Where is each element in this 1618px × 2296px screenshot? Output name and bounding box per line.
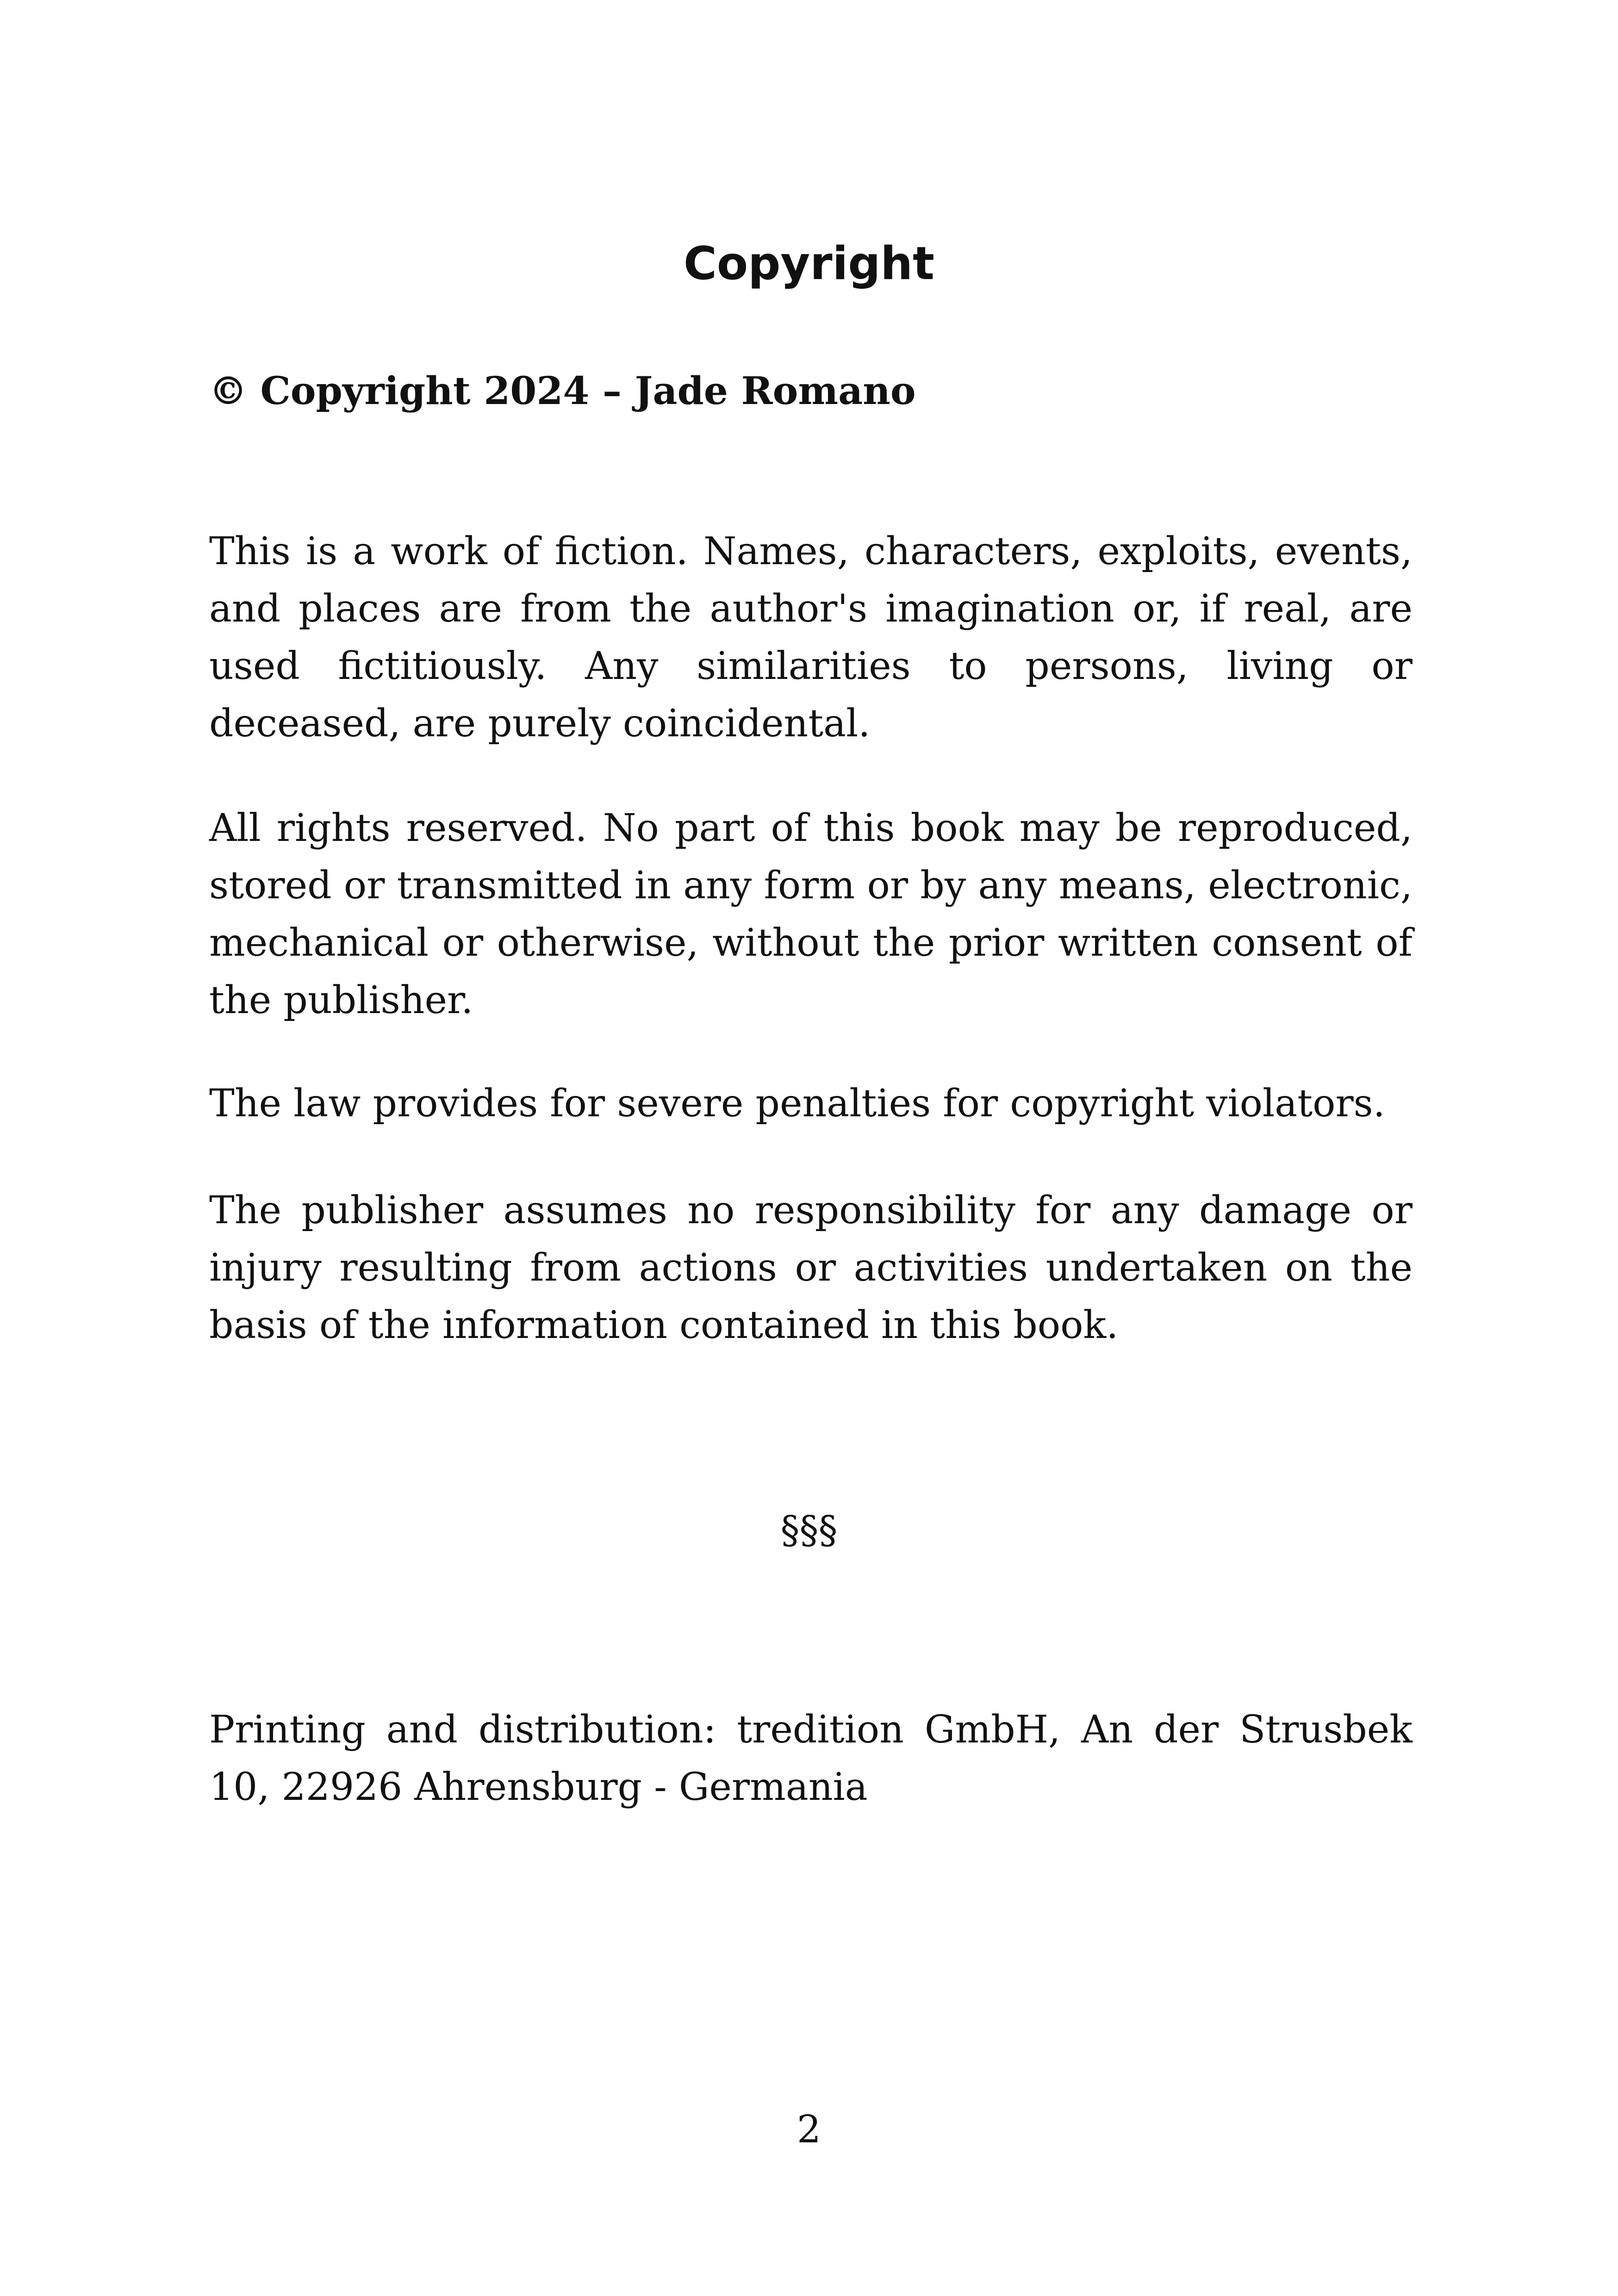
page-number: 2 — [797, 2108, 821, 2152]
fiction-disclaimer-paragraph: This is a work of fiction. Names, characters, exploits, events, and places are from the author's imagination or, if real, are used fictitiously. Any similarities to persons, living or deceased, are purely coincidental. — [209, 529, 1413, 746]
copyright-notice: © Copyright 2024 – Jade Romano — [209, 369, 916, 413]
liability-paragraph: The publisher assumes no responsibility for any damage or injury resulting from actions or activities undertaken on the basis of the information contained in this book. — [209, 1188, 1413, 1347]
penalties-paragraph: The law provides for severe penalties for copyright violators. — [209, 1082, 1385, 1126]
section-separator: §§§ — [780, 1508, 838, 1552]
rights-reserved-paragraph: All rights reserved. No part of this book may be reproduced, stored or transmitted in any form or by any means, electronic, mechanical or otherwise, without the prior written consent of the publisher. — [209, 806, 1413, 1022]
page-title: Copyright — [684, 237, 934, 290]
printing-distribution-info: Printing and distribution: tredition GmbH, An der Strusbek 10, 22926 Ahrensburg - Germania — [209, 1708, 1413, 1809]
